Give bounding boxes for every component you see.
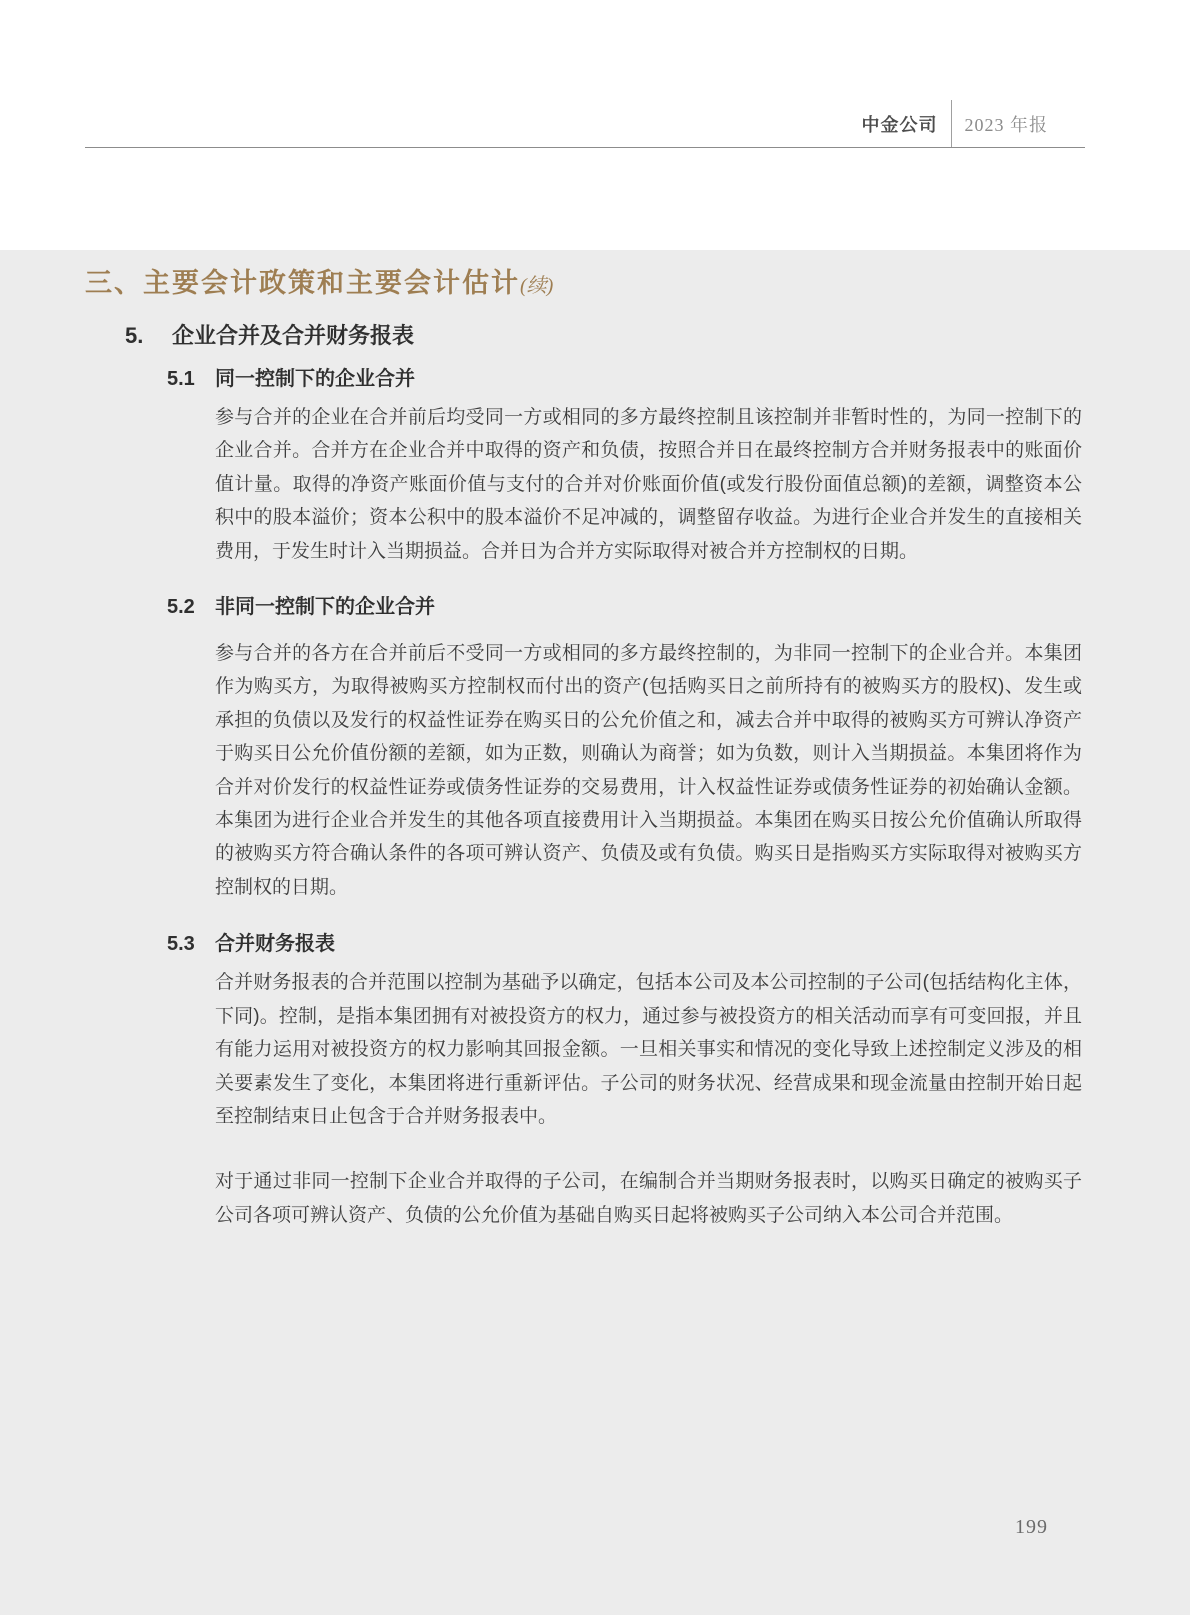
heading-5-1 [167, 365, 1190, 393]
heading-5-3 [167, 930, 1190, 958]
section-title-text: 三、主要会计政策和主要会计估计 [85, 268, 520, 298]
heading-5-3-title: 合并财务报表 [215, 933, 335, 956]
heading-5-1-title: 同一控制下的企业合并 [215, 368, 415, 390]
subsection-title: 企业合并及合并财务报表 [172, 323, 415, 348]
subsection-number: 5. [125, 323, 144, 348]
content-area [0, 250, 1190, 1251]
paragraph-5-2: 参与合并的各方在合并前后不受同一方或相同的多方最终控制的，为非同一控制下的企业合并。本集团作为购买方，为取得被购买方控制权而付出的资产(包括购买日之前所持有的被购买方的股权)、发生或承担的负债以及发行的权益性证券在购买日的公允价值之和，减去合并中取得的被购买方可辨认净资产于购买日公允价值份额的差额，如为正数，则确认为商誉；如为负数，则计入当期损益。本集团将作为合并对价发行的权益性证券或债务性证券的交易费用，计入权益性证券或债务性证券的初始确认金额。本集团为进行企业合并发生的其他各项直接费用计入当期损益。本集团在购买日按公允价值确认所取得的被购买方符合确认条件的各项可辨认资产、负债及或有负债。购买日是指购买方实际取得对被购买方控制权的日期。 [215, 643, 1082, 898]
header-rule [85, 147, 1085, 148]
company-name: 中金公司 [861, 115, 938, 135]
heading-5-2-title: 非同一控制下的企业合并 [215, 596, 435, 619]
paragraph-5-3-a: 合并财务报表的合并范围以控制为基础予以确定，包括本公司及本公司控制的子公司(包括结构化主体，下同)。控制，是指本集团拥有对被投资方的权力，通过参与被投资方的相关活动而享有可变回报，并且有能力运用对被投资方的权力影响其回报金额。一旦相关事实和情况的变化导致上述控制定义涉及的相关要素发生了变化，本集团将进行重新评估。子公司的财务状况、经营成果和现金流量由控制开始日起至控制结束日止包含于合并财务报表中。 [215, 972, 1082, 1127]
heading-5-2 [167, 593, 1190, 621]
header-vertical-divider [951, 100, 952, 148]
heading-5-1-number: 5.1 [167, 368, 195, 390]
subsection-heading [125, 321, 1190, 351]
report-year-label: 2023 年报 [964, 115, 1048, 135]
page-header [862, 100, 1049, 148]
heading-5-2-number: 5.2 [167, 596, 195, 619]
paragraph-5-3-b: 对于通过非同一控制下企业合并取得的子公司，在编制合并当期财务报表时，以购买日确定的被购买子公司各项可辨认资产、负债的公允价值为基础自购买日起将被购买子公司纳入本公司合并范围。 [215, 1171, 1082, 1226]
heading-5-3-number: 5.3 [167, 933, 195, 956]
section-title [85, 266, 1190, 303]
section-title-continued-suffix: (续) [520, 275, 554, 297]
page-number: 199 [1015, 1516, 1048, 1538]
paragraph-5-1: 参与合并的企业在合并前后均受同一方或相同的多方最终控制且该控制并非暂时性的，为同一控制下的企业合并。合并方在企业合并中取得的资产和负债，按照合并日在最终控制方合并财务报表中的账面价值计量。取得的净资产账面价值与支付的合并对价账面价值(或发行股份面值总额)的差额，调整资本公积中的股本溢价；资本公积中的股本溢价不足冲减的，调整留存收益。为进行企业合并发生的直接相关费用，于发生时计入当期损益。合并日为合并方实际取得对被合并方控制权的日期。 [215, 407, 1082, 562]
